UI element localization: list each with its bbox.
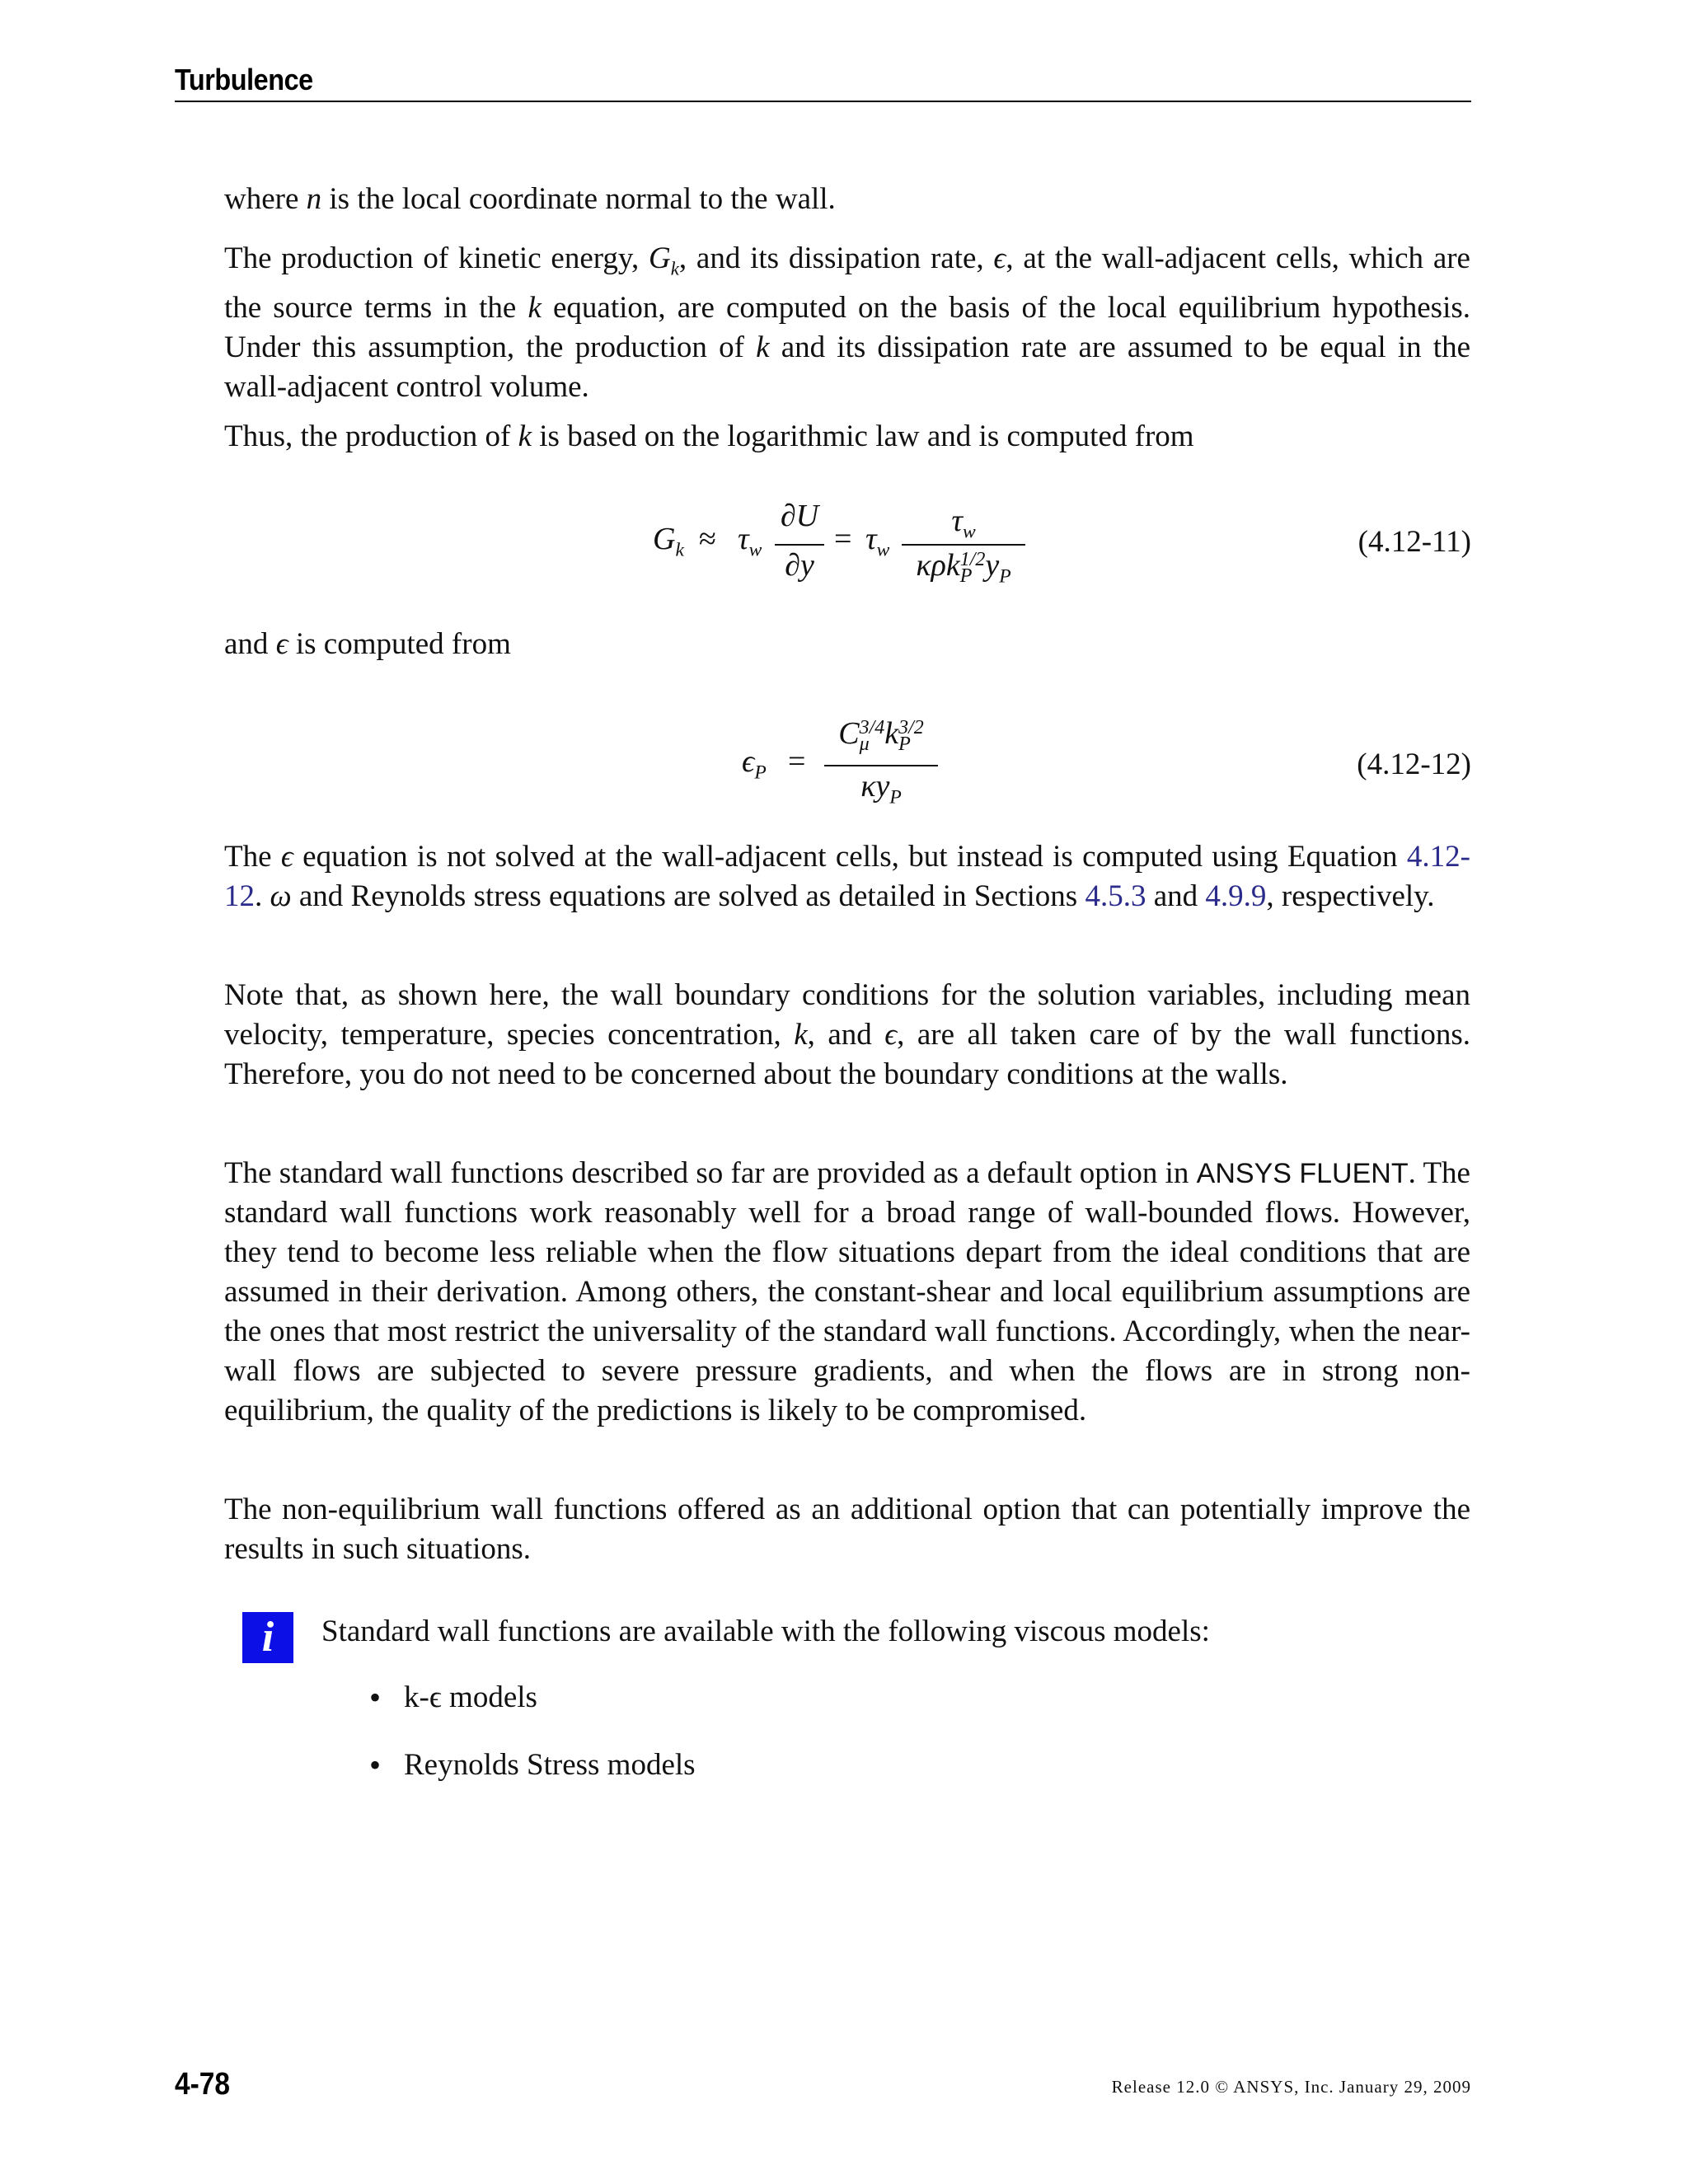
paragraph-production: The production of kinetic energy, $G_k$, and its dissipation rate, ϵ, at the wall-adjacent cells, which are the source terms in the k equation, are computed on the basis of the local equilibrium hypothesis. Under this assumption, the production of k and its dissipation rate are assumed to be equal in the wall-adjacent control volume. (224, 241, 1471, 405)
link-section-4-5-3[interactable]: 4.5.3 (1085, 879, 1146, 913)
paragraph-boundary-conditions: Note that, as shown here, the wall boundary conditions for the solution variables, including mean velocity, temperature, species concentration, k, and ϵ, are all taken care of by the wall functions. Therefore, you do not need to be concerned about the boundary conditions at the walls. (224, 978, 1470, 1091)
link-section-4-9-9[interactable]: 4.9.9 (1205, 879, 1267, 913)
list-item: • k-ϵ models (363, 1678, 696, 1746)
paragraph-epsilon-computed: and ϵ is computed from (224, 627, 511, 661)
paragraph-local-coordinate: where n is the local coordinate normal to the wall. (224, 182, 836, 216)
page-header (175, 61, 1471, 102)
equation-number-4-12-12: (4.12-12) (1357, 748, 1471, 781)
eq2-equals: = (788, 744, 806, 779)
eq1-tau: $\tau_w$ (738, 522, 762, 561)
eq1-derivative: ∂U ∂y (775, 494, 824, 593)
equation-4-12-11 (0, 494, 1688, 593)
release-info: Release 12.0 © ANSYS, Inc. January 29, 2009 (1111, 2077, 1471, 2097)
note-text: Standard wall functions are available with the following viscous models: (321, 1615, 1210, 1648)
paragraph-logarithmic-law: Thus, the production of k is based on the logarithmic law and is computed from (224, 419, 1194, 453)
product-name: ANSYS FLUENT (1196, 1158, 1409, 1189)
list-item: • Reynolds Stress models (363, 1746, 696, 1813)
eq1-equals: = (834, 522, 852, 556)
eq1-approx: ≈ (699, 522, 716, 556)
link-equation-4-12-12[interactable]: 4.12-12 (224, 840, 1470, 913)
viscous-models-list (363, 1678, 696, 1813)
header-title: Turbulence (175, 63, 313, 96)
equation-number-4-12-11: (4.12-11) (1357, 525, 1471, 559)
paragraph-standard-wall-functions: The standard wall functions described so far are provided as a default option in ANSYS FLUENT. The standard wall functions work reasonably well for a broad range of wall-bounded flows. However, they tend to become less reliable when the flow situations depart from the ideal conditions that are assumed in their derivation. Among others, the constant-shear and local equilibrium assumptions are the ones that most restrict the universality of the standard wall functions. Accordingly, when the near-wall flows are subjected to severe pressure gradients, and when the flows are in strong non-equilibrium, the quality of the predictions is likely to be compromised. (224, 1156, 1470, 1427)
paragraph-non-equilibrium: The non-equilibrium wall functions offered as an additional option that can potentially improve the results in such situations. (224, 1493, 1470, 1566)
eq1-tau2: $\tau_w$ (865, 522, 890, 561)
info-icon: i (242, 1612, 293, 1663)
eq2-fraction: C 3/4 μ k 3/2 P $\kappa y_P$ (824, 709, 938, 808)
eq1-fraction: $\tau_w$ κρk 1/2 P $y_P$ (902, 494, 1025, 593)
page-number: 4-78 (175, 2067, 230, 2102)
paragraph-epsilon-not-solved: The ϵ equation is not solved at the wall-adjacent cells, but instead is computed using Equation 4.12-12. ω and Reynolds stress equations are solved as detailed in Sections 4.5.3 and 4.9.9, respectively. (224, 840, 1470, 913)
eq1-lhs: $G_k$ (653, 522, 684, 561)
eq2-lhs: $\epsilon_P$ (742, 744, 767, 784)
equation-4-12-12 (0, 709, 1688, 808)
